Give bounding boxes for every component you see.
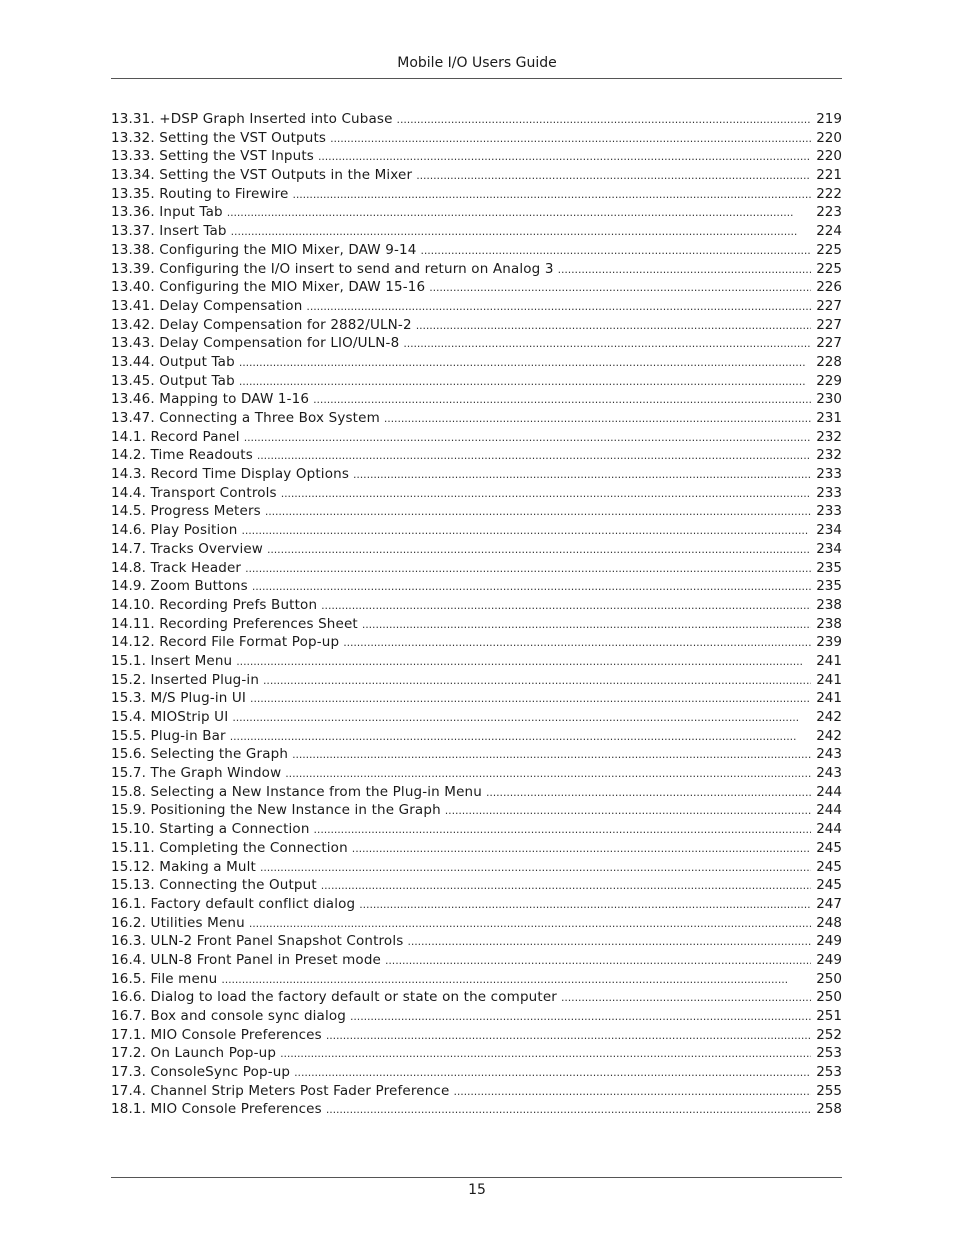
dot-leader (245, 560, 811, 578)
toc-entry-page: 234 (816, 522, 842, 539)
toc-entry-title: 15.3. M/S Plug-in UI (111, 690, 247, 707)
toc-entry-page: 253 (816, 1064, 842, 1081)
toc-entry-title: 15.4. MIOStrip UI (111, 709, 229, 725)
toc-entry-page: 227 (816, 297, 842, 314)
toc-entry-title: 13.36. Input Tab (111, 204, 223, 221)
toc-entry[interactable] (111, 110, 842, 129)
toc-entry-title: 13.34. Setting the VST Outputs in the Mixer (111, 167, 413, 184)
toc-entry-title: 13.44. Output Tab (111, 353, 235, 370)
toc-entry-page: 253 (816, 1045, 842, 1062)
toc-entry-page: 241 (816, 690, 842, 707)
dot-leader (239, 373, 811, 391)
toc-entry-page: 228 (816, 353, 842, 370)
toc-entry-title: 13.42. Delay Compensation for 2882/ULN-2 (111, 316, 412, 333)
toc-entry-title: 15.7. The Graph Window (111, 765, 282, 782)
toc-entry[interactable] (111, 970, 842, 989)
toc-entry[interactable] (111, 372, 842, 391)
toc-entry-page: 241 (816, 652, 842, 669)
toc-entry-page: 227 (816, 316, 842, 333)
toc-entry-page: 245 (816, 839, 842, 856)
toc-entry-page: 223 (816, 204, 842, 221)
toc-entry-page: 242 (816, 727, 842, 744)
toc-entry-page: 245 (816, 877, 842, 894)
dot-leader (321, 877, 811, 895)
header-rule (111, 78, 842, 79)
toc-entry-title: 13.41. Delay Compensation (111, 297, 303, 314)
dot-leader (292, 186, 811, 204)
toc-entry[interactable] (111, 484, 842, 503)
toc-entry[interactable] (111, 1063, 842, 1082)
toc-entry-title: 13.43. Delay Compensation for LIO/ULN-8 (111, 335, 400, 352)
toc-entry-page: 238 (816, 615, 842, 632)
toc-entry-page: 232 (816, 428, 842, 445)
toc-entry[interactable] (111, 689, 842, 708)
toc-entry-page: 227 (816, 335, 842, 352)
toc-entry[interactable] (111, 166, 842, 185)
toc-entry-page: 249 (816, 951, 842, 968)
dot-leader (385, 952, 811, 970)
toc-entry-title: 15.9. Positioning the New Instance in the Graph (111, 802, 441, 819)
toc-entry-title: 17.2. On Launch Pop-up (111, 1045, 277, 1062)
dot-leader (244, 429, 811, 447)
toc-entry-title: 14.2. Time Readouts (111, 447, 253, 464)
toc-entry-page: 234 (816, 540, 842, 557)
toc-entry[interactable] (111, 633, 842, 652)
toc-entry[interactable] (111, 446, 842, 465)
dot-leader (407, 933, 811, 951)
dot-leader (242, 522, 812, 540)
dot-leader (257, 447, 811, 465)
toc-entry[interactable] (111, 839, 842, 858)
toc-entry-title: 16.5. File menu (111, 970, 218, 987)
toc-entry-title: 13.40. Configuring the MIO Mixer, DAW 15-16 (111, 279, 426, 296)
dot-leader (267, 541, 811, 559)
toc-entry-title: 15.12. Making a Mult (111, 858, 256, 875)
toc-entry-title: 14.10. Recording Prefs Button (111, 596, 318, 613)
dot-leader (321, 597, 811, 615)
toc-entry-title: 14.12. Record File Format Pop-up (111, 634, 340, 651)
table-of-figures (111, 110, 842, 1119)
toc-entry[interactable] (111, 185, 842, 204)
toc-entry[interactable] (111, 708, 842, 727)
toc-entry-title: 18.1. MIO Console Preferences (111, 1101, 322, 1118)
toc-entry[interactable] (111, 521, 842, 540)
toc-entry[interactable] (111, 671, 842, 690)
dot-leader (416, 317, 811, 335)
toc-entry[interactable] (111, 727, 842, 746)
toc-entry[interactable] (111, 951, 842, 970)
toc-entry[interactable] (111, 895, 842, 914)
toc-entry-title: 16.3. ULN-2 Front Panel Snapshot Controls (111, 933, 404, 950)
toc-entry-page: 235 (816, 578, 842, 595)
toc-entry-title: 15.6. Selecting the Graph (111, 746, 289, 763)
toc-entry-title: 15.5. Plug-in Bar (111, 727, 226, 744)
toc-entry-title: 14.11. Recording Preferences Sheet (111, 615, 358, 632)
dot-leader (420, 242, 811, 260)
toc-entry-page: 244 (816, 802, 842, 819)
toc-entry[interactable] (111, 783, 842, 802)
toc-entry-page: 222 (816, 185, 842, 202)
dot-leader (453, 1083, 811, 1101)
toc-entry-title: 15.10. Starting a Connection (111, 821, 310, 838)
dot-leader (250, 690, 811, 708)
toc-entry-page: 244 (816, 821, 842, 838)
toc-entry-page: 243 (816, 746, 842, 763)
toc-entry-page: 241 (816, 671, 842, 688)
toc-entry-page: 233 (816, 484, 842, 501)
toc-entry[interactable] (111, 559, 842, 578)
dot-leader (313, 391, 811, 409)
toc-entry-page: 244 (816, 783, 842, 800)
dot-leader (314, 821, 811, 839)
toc-entry[interactable] (111, 914, 842, 933)
toc-entry[interactable] (111, 241, 842, 260)
toc-entry-title: 15.1. Insert Menu (111, 652, 233, 669)
toc-entry-title: 14.6. Play Position (111, 522, 238, 539)
dot-leader (236, 653, 811, 671)
dot-leader (230, 728, 811, 746)
toc-entry-page: 235 (816, 559, 842, 576)
toc-entry[interactable] (111, 876, 842, 895)
dot-leader (306, 298, 811, 316)
toc-entry-title: 16.4. ULN-8 Front Panel in Preset mode (111, 951, 382, 968)
toc-entry-title: 13.35. Routing to Firewire (111, 185, 289, 202)
dot-leader (252, 578, 811, 596)
dot-leader (263, 672, 811, 690)
toc-entry[interactable] (111, 932, 842, 951)
toc-entry[interactable] (111, 147, 842, 166)
dot-leader (353, 466, 811, 484)
toc-entry[interactable] (111, 129, 842, 148)
dot-leader (384, 410, 811, 428)
toc-entry[interactable] (111, 409, 842, 428)
toc-entry-title: 14.9. Zoom Buttons (111, 578, 248, 595)
toc-entry-page: 250 (816, 970, 842, 987)
toc-entry-title: 14.3. Record Time Display Options (111, 466, 349, 483)
toc-entry-page: 252 (816, 1026, 842, 1043)
toc-entry-page: 225 (816, 260, 842, 277)
toc-entry-title: 13.31. +DSP Graph Inserted into Cubase (111, 111, 393, 127)
toc-entry[interactable] (111, 988, 842, 1007)
toc-entry-title: 14.1. Record Panel (111, 428, 240, 445)
toc-entry[interactable] (111, 540, 842, 559)
dot-leader (280, 1045, 811, 1063)
dot-leader (285, 765, 811, 783)
running-header: Mobile I/O Users Guide (397, 55, 557, 71)
toc-entry[interactable] (111, 1044, 842, 1063)
toc-entry-title: 13.46. Mapping to DAW 1-16 (111, 391, 310, 408)
footer-rule (111, 1177, 842, 1178)
dot-leader (318, 148, 811, 166)
toc-entry[interactable] (111, 858, 842, 877)
toc-entry-title: 13.45. Output Tab (111, 372, 235, 389)
toc-entry[interactable] (111, 1026, 842, 1045)
toc-entry-page: 230 (816, 391, 842, 408)
dot-leader (221, 971, 811, 989)
toc-entry-page: 224 (816, 223, 842, 240)
dot-leader (330, 130, 811, 148)
toc-entry-page: 233 (816, 466, 842, 483)
toc-entry-title: 15.13. Connecting the Output (111, 877, 317, 894)
toc-entry-title: 16.6. Dialog to load the factory default or state on the computer (111, 989, 557, 1006)
dot-leader (265, 503, 811, 521)
dot-leader (292, 746, 811, 764)
toc-entry-page: 245 (816, 858, 842, 875)
toc-entry[interactable] (111, 820, 842, 839)
toc-entry-page: 251 (816, 1008, 842, 1024)
toc-entry-title: 14.5. Progress Meters (111, 503, 261, 520)
toc-entry[interactable] (111, 297, 842, 316)
toc-entry-page: 219 (816, 111, 842, 127)
toc-entry-page: 247 (816, 895, 842, 912)
toc-entry[interactable] (111, 745, 842, 764)
dot-leader (231, 223, 811, 241)
toc-entry-title: 16.2. Utilities Menu (111, 914, 245, 931)
toc-entry[interactable] (111, 316, 842, 335)
dot-leader (326, 1101, 811, 1119)
toc-entry-page: 231 (816, 410, 842, 426)
toc-entry[interactable] (111, 577, 842, 596)
toc-entry-page: 250 (816, 989, 842, 1006)
toc-entry[interactable] (111, 465, 842, 484)
toc-entry-page: 232 (816, 447, 842, 464)
dot-leader (558, 261, 811, 279)
dot-leader (429, 279, 811, 297)
toc-entry[interactable] (111, 1007, 842, 1026)
toc-entry[interactable] (111, 390, 842, 409)
dot-leader (227, 204, 811, 222)
toc-entry-page: 255 (816, 1082, 842, 1099)
dot-leader (232, 709, 811, 727)
dot-leader (350, 1008, 811, 1026)
toc-entry-title: 15.2. Inserted Plug-in (111, 671, 260, 688)
toc-entry-page: 233 (816, 503, 842, 520)
toc-entry[interactable] (111, 502, 842, 521)
dot-leader (403, 335, 811, 353)
toc-entry[interactable] (111, 652, 842, 671)
toc-entry-title: 16.1. Factory default conflict dialog (111, 895, 356, 912)
toc-entry-page: 239 (816, 634, 842, 651)
toc-entry[interactable] (111, 222, 842, 241)
toc-entry-title: 14.7. Tracks Overview (111, 540, 263, 557)
toc-entry-page: 229 (816, 372, 842, 389)
toc-entry-title: 17.3. ConsoleSync Pop-up (111, 1064, 291, 1081)
toc-entry-page: 220 (816, 148, 842, 165)
toc-entry-page: 225 (816, 241, 842, 258)
toc-entry[interactable] (111, 801, 842, 820)
dot-leader (352, 840, 811, 858)
dot-leader (249, 915, 811, 933)
dot-leader (239, 354, 811, 372)
toc-entry-title: 13.32. Setting the VST Outputs (111, 129, 327, 146)
dot-leader (362, 616, 811, 634)
toc-entry-title: 17.4. Channel Strip Meters Post Fader Preference (111, 1082, 450, 1099)
dot-leader (294, 1064, 811, 1082)
toc-entry-page: 242 (816, 709, 842, 725)
toc-entry-page: 243 (816, 765, 842, 782)
dot-leader (281, 485, 811, 503)
toc-entry[interactable] (111, 353, 842, 372)
toc-entry[interactable] (111, 764, 842, 783)
toc-entry-title: 15.8. Selecting a New Instance from the Plug-in Menu (111, 783, 482, 800)
toc-entry[interactable] (111, 615, 842, 634)
page-number: 15 (468, 1182, 486, 1198)
dot-leader (343, 634, 811, 652)
toc-entry-page: 221 (816, 167, 842, 184)
toc-entry[interactable] (111, 260, 842, 279)
toc-entry-page: 238 (816, 596, 842, 613)
toc-entry-page: 258 (816, 1101, 842, 1118)
toc-entry-title: 13.33. Setting the VST Inputs (111, 148, 314, 165)
dot-leader (326, 1027, 811, 1045)
dot-leader (486, 784, 811, 802)
toc-entry-title: 16.7. Box and console sync dialog (111, 1008, 347, 1024)
dot-leader (359, 896, 811, 914)
toc-entry[interactable] (111, 428, 842, 447)
dot-leader (445, 802, 811, 820)
toc-entry-title: 13.39. Configuring the I/O insert to send and return on Analog 3 (111, 260, 554, 277)
toc-entry[interactable] (111, 334, 842, 353)
toc-entry-title: 14.8. Track Header (111, 559, 242, 576)
dot-leader (416, 167, 811, 185)
toc-entry-title: 13.37. Insert Tab (111, 223, 227, 240)
dot-leader (260, 859, 811, 877)
toc-entry[interactable] (111, 1082, 842, 1101)
toc-entry-title: 17.1. MIO Console Preferences (111, 1026, 322, 1043)
dot-leader (561, 989, 811, 1007)
toc-entry-title: 15.11. Completing the Connection (111, 839, 348, 856)
toc-entry-title: 14.4. Transport Controls (111, 484, 277, 501)
toc-entry[interactable] (111, 596, 842, 615)
toc-entry[interactable] (111, 203, 842, 222)
toc-entry-page: 226 (816, 279, 842, 296)
toc-entry[interactable] (111, 1100, 842, 1119)
toc-entry-title: 13.47. Connecting a Three Box System (111, 410, 380, 426)
dot-leader (397, 111, 811, 129)
toc-entry-page: 220 (816, 129, 842, 146)
toc-entry[interactable] (111, 278, 842, 297)
toc-entry-page: 248 (816, 914, 842, 931)
toc-entry-page: 249 (816, 933, 842, 950)
toc-entry-title: 13.38. Configuring the MIO Mixer, DAW 9-14 (111, 241, 417, 258)
